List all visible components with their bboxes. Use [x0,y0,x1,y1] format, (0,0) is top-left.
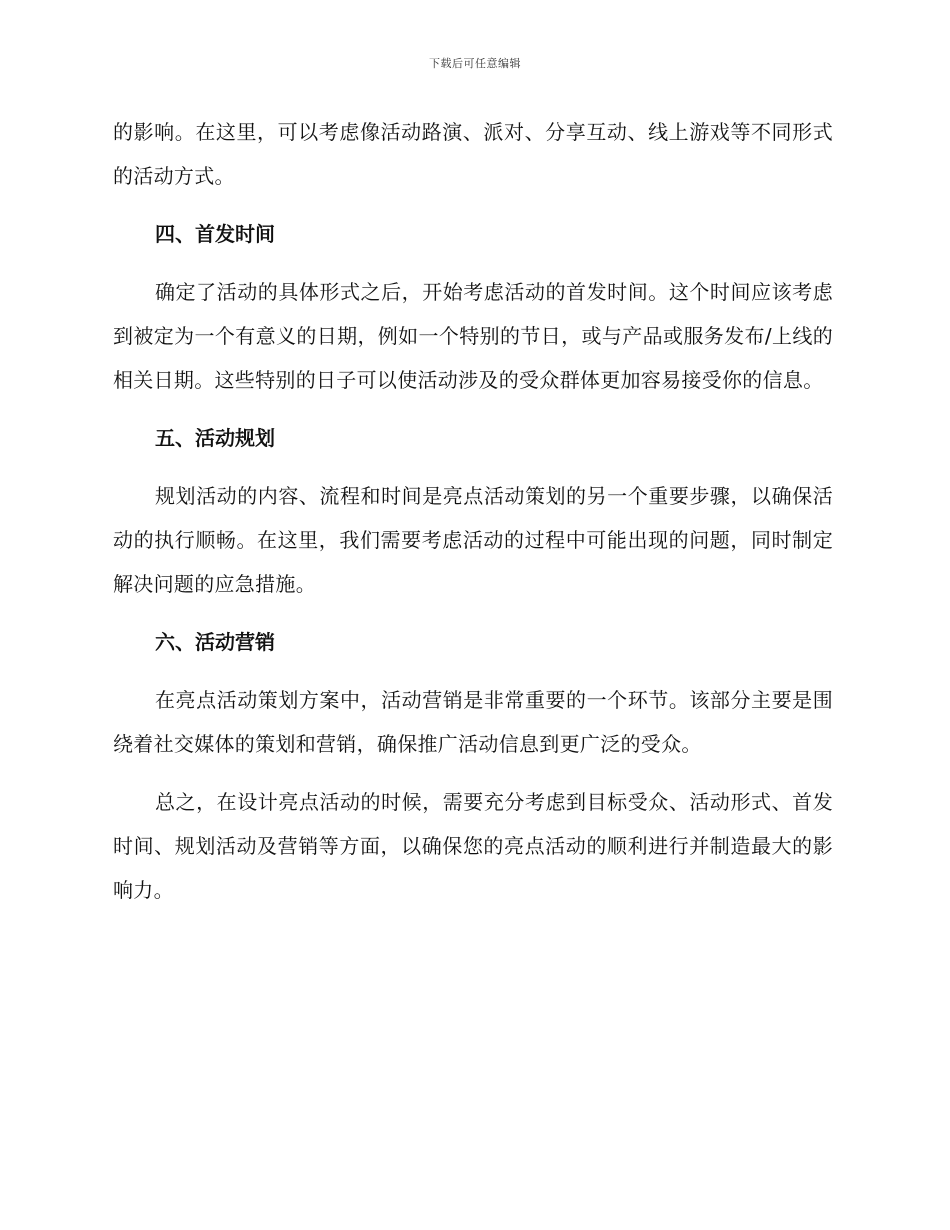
intro-continuation-paragraph: 的影响。在这里，可以考虑像活动路演、派对、分享互动、线上游戏等不同形式的活动方式。 [113,120,833,188]
section-paragraph-activity-planning: 规划活动的内容、流程和时间是亮点活动策划的另一个重要步骤，以确保活动的执行顺畅。在这里，我们需要考虑活动的过程中可能出现的问题，同时制定解决问题的应急措施。 [113,484,833,596]
document-body [113,110,833,912]
section-paragraph-first-release-time: 确定了活动的具体形式之后，开始考虑活动的首发时间。这个时间应该考虑到被定为一个有意义的日期，例如一个特别的节日，或与产品或服务发布/上线的相关日期。这些特别的日子可以使活动涉及的受众群体更加容易接受你的信息。 [113,280,833,392]
page-header: 下载后可任意编辑 [429,57,521,70]
section-heading-activity-planning: 五、活动规划 [155,426,275,450]
section-paragraph-activity-marketing: 在亮点活动策划方案中，活动营销是非常重要的一个环节。该部分主要是围绕着社交媒体的策划和营销，确保推广活动信息到更广泛的受众。 [113,688,833,756]
section-heading-first-release-time: 四、首发时间 [155,222,275,246]
section-heading-activity-marketing: 六、活动营销 [155,630,275,654]
conclusion-paragraph: 总之，在设计亮点活动的时候，需要充分考虑到目标受众、活动形式、首发时间、规划活动及营销等方面，以确保您的亮点活动的顺利进行并制造最大的影响力。 [113,790,833,902]
